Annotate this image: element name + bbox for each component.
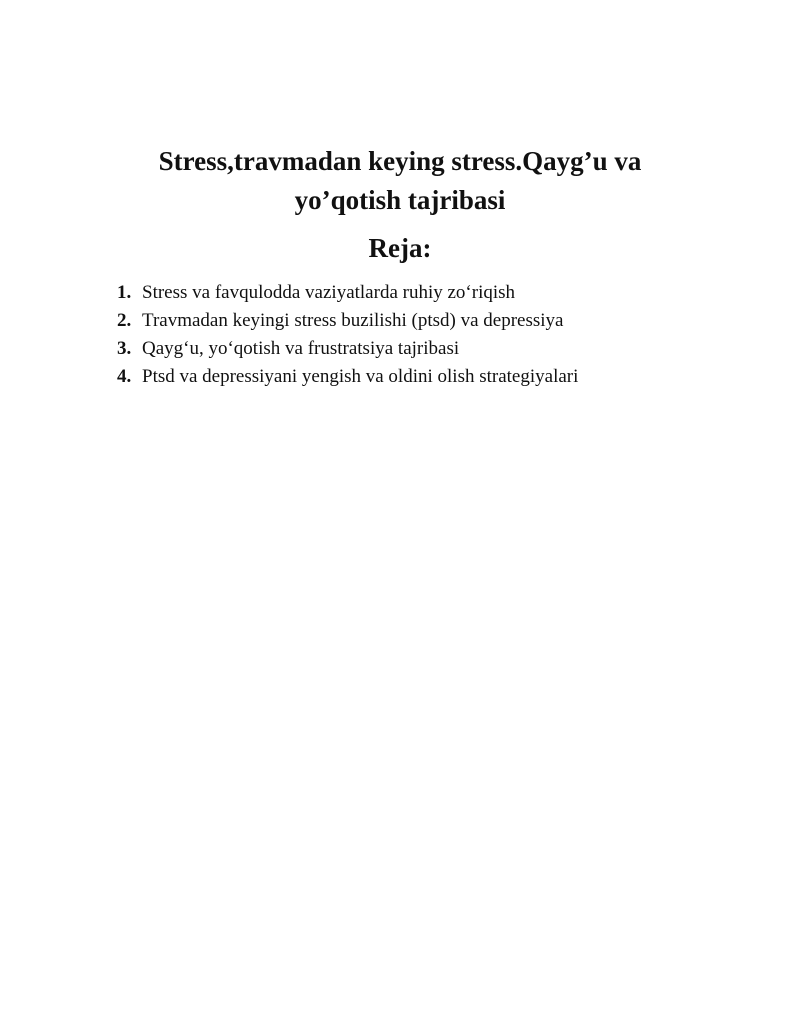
plan-item-text: Travmadan keyingi stress buzilishi (ptsd) va depressiya [142,310,564,331]
plan-item [117,279,578,307]
plan-item [117,363,578,391]
plan-item-number: 3. [117,338,132,359]
plan-item-number: 1. [117,282,132,303]
plan-list [117,279,578,391]
plan-item [117,335,578,363]
plan-item-number: 4. [117,366,132,387]
plan-item-text: Ptsd va depressiyani yengish va oldini olish strategiyalari [142,366,579,387]
document-title [100,142,700,220]
document-title-line-2: yo’qotish tajribasi [294,185,506,215]
plan-item-text: Qayg‘u, yo‘qotish va frustratsiya tajribasi [142,338,460,359]
document-title-line-1: Stress,travmadan keying stress.Qayg’u va [158,146,642,176]
plan-item-number: 2. [117,310,132,331]
plan-item-text: Stress va favqulodda vaziyatlarda ruhiy zo‘riqish [142,282,516,303]
plan-heading: Reja: [368,233,432,263]
plan-item [117,307,578,335]
